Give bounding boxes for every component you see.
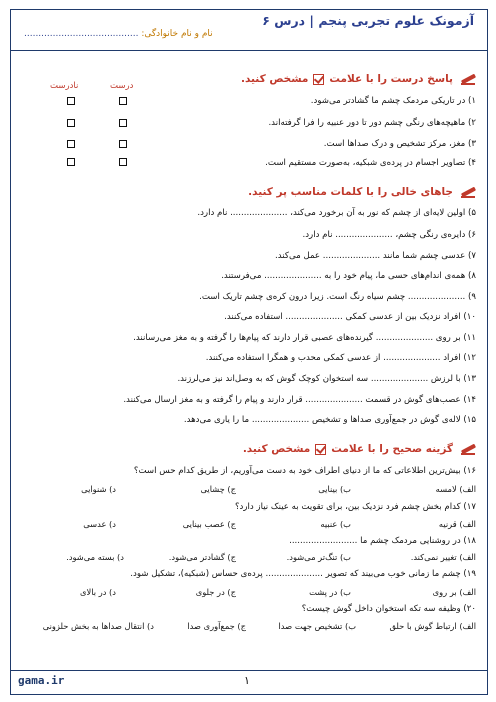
mc-option[interactable]: ب) عنبیه (320, 519, 351, 529)
pen-icon (458, 74, 476, 85)
pen-icon (458, 187, 476, 198)
blank-question-15: ۱۵) لاله‌ی گوش در جمع‌آوری صداها و تشخیص ..................... ما را یاری می‌دهد. (183, 415, 476, 425)
answer-box-false-4[interactable] (67, 158, 75, 166)
blank-question-7: ۷) عدسی چشم شما مانند ..................... عمل می‌کند. (275, 251, 476, 261)
footer-logo: gama.ir (18, 674, 65, 687)
tf-question-4: ۴) تصاویر اجسام در پرده‌ی شبکیه، به‌صورت مستقیم است. (265, 158, 476, 168)
mc-option[interactable]: د) عدسی (83, 519, 116, 529)
tf-question-2: ۲) ماهیچه‌های رنگی چشم دور تا دور عنبیه را فرا گرفته‌اند. (268, 118, 476, 128)
blank-question-10: ۱۰) افراد نزدیک بین از عدسی کمکی ..................... استفاده می‌کنند. (224, 312, 476, 322)
col-false-header: نادرست (50, 81, 79, 91)
mc-question-19: ۱۹) چشم ما زمانی خوب می‌بیند که تصویر ..................... پرده‌ی حساس (شبکیه)، تشکیل شود. (130, 569, 476, 579)
mc-option[interactable]: ج) چشایی (200, 484, 236, 494)
answer-box-false-2[interactable] (67, 119, 75, 127)
section2-heading-text: جاهای خالی را با کلمات مناسب پر کنید. (248, 186, 453, 198)
name-blank[interactable]: ........................................ (24, 29, 139, 39)
mc-question-20: ۲۰) وظیفه سه تکه استخوان داخل گوش چیست؟ (301, 604, 476, 614)
checkbox-check-icon (313, 74, 324, 85)
mc-option[interactable]: د) شنوایی (81, 484, 116, 494)
col-true-header: درست (110, 81, 134, 91)
answer-box-true-4[interactable] (119, 158, 127, 166)
checkbox-check-icon (315, 444, 326, 455)
mc-option[interactable]: ج) جمع‌آوری صدا (187, 621, 246, 631)
mc-option[interactable]: ب) بینایی (318, 484, 351, 494)
tf-question-1: ۱) در تاریکی مردمک چشم ما گشادتر می‌شود. (310, 96, 476, 106)
blank-question-5: ۵) اولین لایه‌ای از چشم که نور به آن برخورد می‌کند، ..................... نام دارد. (197, 208, 476, 218)
blank-question-6: ۶) دایره‌ی رنگی چشم، ..................... نام دارد. (302, 230, 476, 240)
blank-question-11: ۱۱) بر روی ..................... گیرنده‌های عصبی قرار دارند که پیام‌ها را گرفته و به مغز می‌رسانند. (133, 333, 476, 343)
page-number: ۱ (244, 674, 250, 687)
blank-question-9: ۹) ..................... چشم سیاه رنگ است. زیرا درون کره‌ی چشم تاریک است. (199, 292, 476, 302)
section3-heading-text: گزینه صحیح را با علامت (331, 443, 453, 455)
mc-option[interactable]: ب) تشخیص جهت صدا (278, 621, 356, 631)
student-name-line (24, 29, 213, 39)
blank-question-13: ۱۳) با لرزش ..................... سه استخوان کوچک گوش که به وصل‌اند نیز می‌لرزند. (177, 374, 476, 384)
mc-option[interactable]: ب) در پشت (309, 587, 351, 597)
tf-question-3: ۳) مغز، مرکز تشخیص و درک صداها است. (323, 139, 476, 149)
answer-box-true-3[interactable] (119, 140, 127, 148)
mc-option[interactable]: ج) در جلوی (195, 587, 236, 597)
section1-heading-text: پاسخ درست را با علامت (329, 73, 453, 85)
mc-option[interactable]: ج) گشادتر می‌شود. (168, 552, 236, 562)
mc-option[interactable]: الف) ارتباط گوش با حلق (389, 621, 476, 631)
mc-question-17: ۱۷) کدام بخش چشم فرد نزدیک بین، برای تقویت به عینک نیاز دارد؟ (234, 502, 476, 512)
mc-question-16: ۱۶) بیش‌ترین اطلاعاتی که ما از دنیای اطراف خود به دست می‌آوریم، از طریق کدام حس است؟ (133, 466, 476, 476)
answer-box-true-2[interactable] (119, 119, 127, 127)
header (10, 9, 488, 51)
mc-option[interactable]: الف) بر روی (432, 587, 476, 597)
mc-option[interactable]: د) بسته می‌شود. (66, 552, 124, 562)
mc-option[interactable]: الف) قرنیه (438, 519, 476, 529)
answer-box-true-1[interactable] (119, 97, 127, 105)
blank-question-14: ۱۴) عصب‌های گوش در قسمت ..................... قرار دارند و پیام را گرفته و به مغز ارسال می‌کنند. (123, 395, 476, 405)
mc-option[interactable]: د) در بالای (80, 587, 116, 597)
section1-heading (241, 73, 476, 85)
mc-option[interactable]: ب) تنگ‌تر می‌شود. (286, 552, 351, 562)
mc-option[interactable]: ج) عصب بینایی (182, 519, 236, 529)
answer-box-false-1[interactable] (67, 97, 75, 105)
mc-option[interactable]: الف) لامسه (435, 484, 476, 494)
blank-question-12: ۱۲) افراد ..................... از عدسی کمکی محدب و همگرا استفاده می‌کنند. (205, 353, 476, 363)
page-title: آزمونک علوم تجربی پنجم | درس ۶ (262, 13, 474, 28)
mc-question-18: ۱۸) در روشنایی مردمک چشم ما ......................... (289, 536, 476, 546)
mc-option[interactable]: الف) تغییر نمی‌کند. (410, 552, 476, 562)
section3-heading (243, 443, 476, 455)
section3-heading-tail: مشخص کنید. (242, 443, 311, 455)
name-label: نام و نام خانوادگی: (141, 29, 213, 39)
pen-icon (458, 444, 476, 455)
mc-option[interactable]: د) انتقال صداها به بخش حلزونی (42, 621, 154, 631)
section2-heading (248, 186, 476, 198)
section1-heading-tail: مشخص کنید. (240, 73, 309, 85)
blank-question-8: ۸) همه‌ی اندام‌های حسی ما، پیام خود را به ..................... می‌فرستند. (221, 271, 476, 281)
answer-box-false-3[interactable] (67, 140, 75, 148)
footer-divider (10, 670, 488, 671)
